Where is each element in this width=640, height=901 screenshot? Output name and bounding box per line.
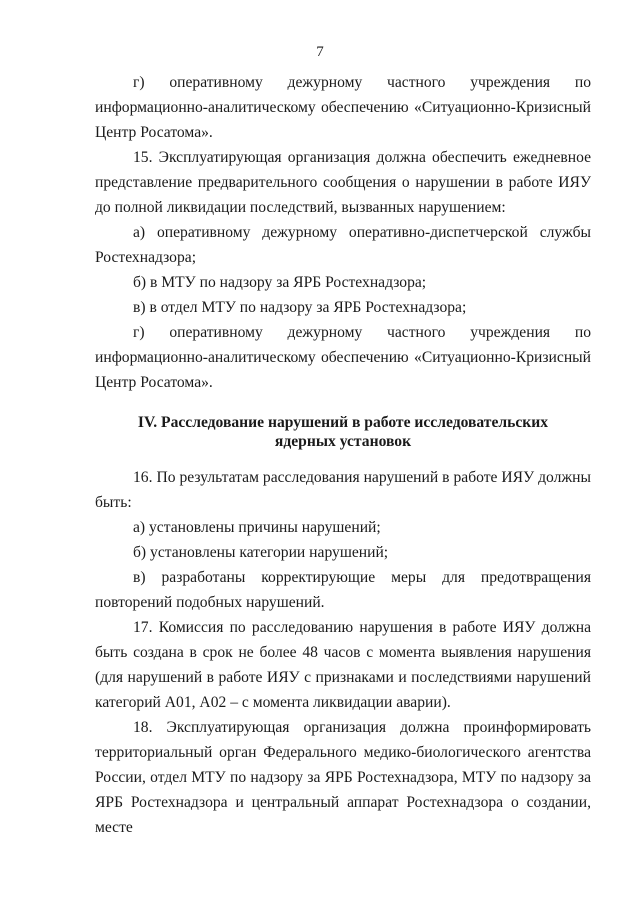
- list-item-b-1: б) в МТУ по надзору за ЯРБ Ростехнадзора;: [133, 274, 427, 291]
- list-item-v-1: в) в отдел МТУ по надзору за ЯРБ Ростехнадзора;: [133, 299, 467, 316]
- list-item-b-2: б) установлены категории нарушений;: [133, 544, 389, 561]
- list-item-v-2: в) разработаны корректирующие меры для предотвращения повторений подобных нарушений.: [95, 569, 591, 611]
- paragraph-17: 17. Комиссия по расследованию нарушения в работе ИЯУ должна быть создана в срок не более 48 часов с момента выявления нарушения (для нарушений в работе ИЯУ с признаками и последствиями нарушений категорий А01, А02 – с момента ликвидации аварии).: [95, 619, 591, 711]
- list-item-a-2: а) установлены причины нарушений;: [133, 519, 381, 536]
- paragraph-18: 18. Эксплуатирующая организация должна проинформировать территориальный орган Федерального медико-биологического агентства России, отдел МТУ по надзору за ЯРБ Ростехнадзора, МТУ по надзору за ЯРБ Ростехнадзора и центральный аппарат Ростехнадзора о создании, месте: [95, 719, 591, 836]
- paragraph-16: 16. По результатам расследования нарушений в работе ИЯУ должны быть:: [95, 469, 591, 511]
- page-number: 7: [316, 44, 324, 60]
- list-item-g-2: г) оперативному дежурному частного учреждения по информационно-аналитическому обеспечению «Ситуационно-Кризисный Центр Росатома».: [95, 324, 591, 391]
- section-heading-iv: IV. Расследование нарушений в работе исследовательских ядерных установок: [137, 414, 549, 450]
- list-item-g-1: г) оперативному дежурному частного учреждения по информационно-аналитическому обеспечению «Ситуационно-Кризисный Центр Росатома».: [95, 74, 591, 141]
- paragraph-15: 15. Эксплуатирующая организация должна обеспечить ежедневное представление предварительного сообщения о нарушении в работе ИЯУ до полной ликвидации последствий, вызванных нарушением:: [95, 149, 591, 216]
- list-item-a-1: а) оперативному дежурному оперативно-диспетчерской службы Ростехнадзора;: [95, 224, 591, 266]
- document-body: [95, 70, 591, 840]
